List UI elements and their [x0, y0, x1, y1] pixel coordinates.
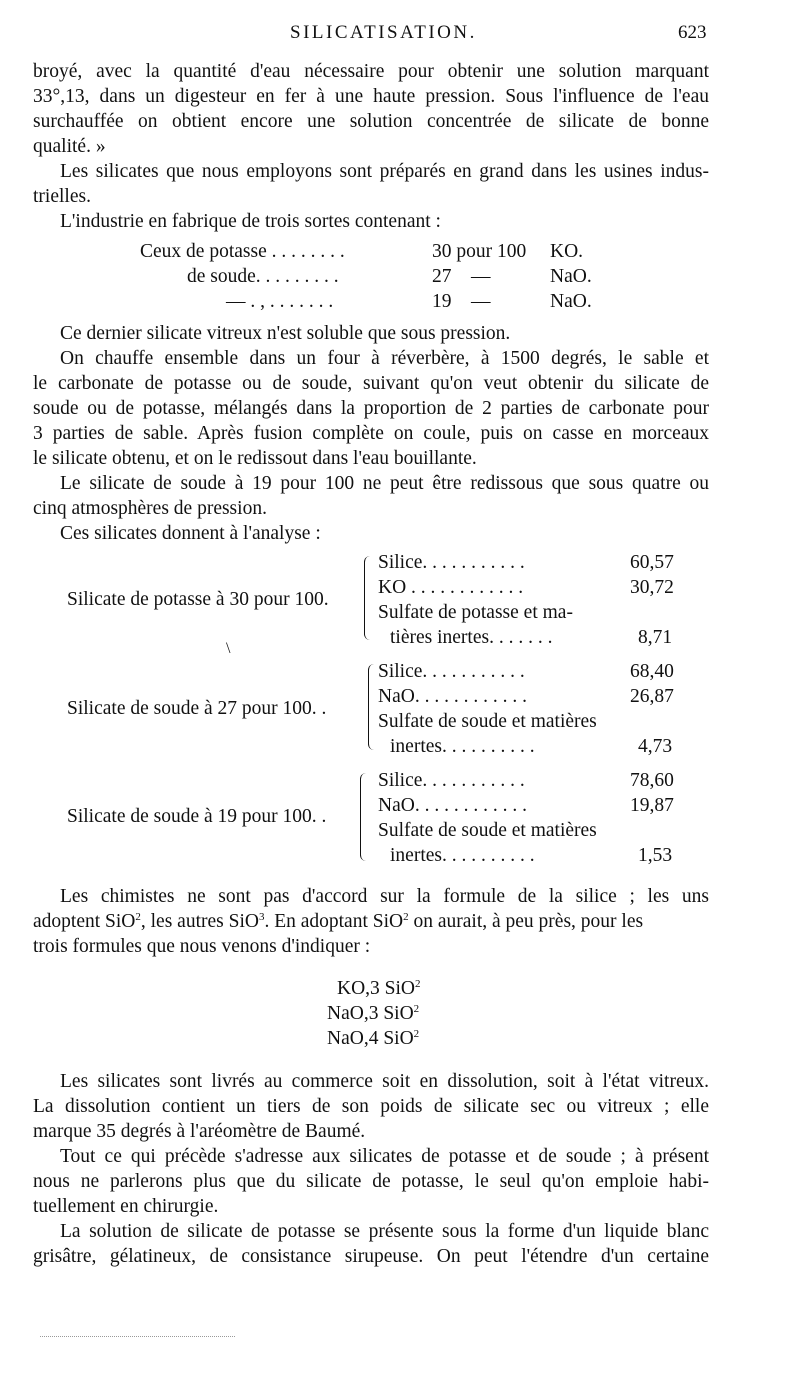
analysis-item: NaO. . . . . . . . . . . .: [378, 686, 527, 707]
brace: [360, 773, 369, 861]
sort-name: de soude. . . . . . . . .: [187, 266, 339, 287]
analysis-value: 60,57: [630, 552, 674, 573]
brace: [368, 664, 377, 750]
text-line: grisâtre, gélatineux, de consistance sirupeuse. On peut l'étendre d'un certaine: [33, 1246, 709, 1267]
analysis-value: 19,87: [630, 795, 674, 816]
analysis-label: Silicate de potasse à 30 pour 100.: [67, 589, 329, 610]
text-line: La dissolution contient un tiers de son poids de silicate sec ou vitreux ; elle: [33, 1096, 709, 1117]
superscript: 2: [135, 911, 141, 923]
text-line: La solution de silicate de potasse se présente sous la forme d'un liquide blanc: [60, 1221, 709, 1242]
analysis-item: inertes. . . . . . . . . .: [390, 845, 535, 866]
analysis-item: KO . . . . . . . . . . . .: [378, 577, 524, 598]
text-line: Ces silicates donnent à l'analyse :: [60, 523, 321, 544]
analysis-label: Silicate de soude à 27 pour 100. .: [67, 698, 327, 719]
analysis-item: Sulfate de potasse et ma-: [378, 602, 573, 623]
analysis-item: Sulfate de soude et matières: [378, 820, 597, 841]
stray-mark: \: [226, 640, 231, 657]
sort-value: 19 —: [432, 291, 491, 312]
text-line: le silicate obtenu, et on le redissout dans l'eau bouillante.: [33, 448, 477, 469]
text-line: L'industrie en fabrique de trois sortes contenant :: [60, 211, 441, 232]
text-run: . En adoptant SiO: [264, 911, 404, 932]
formula-base: NaO,4 SiO: [327, 1028, 414, 1049]
analysis-value: 8,71: [638, 627, 673, 648]
text-line: qualité. »: [33, 136, 106, 157]
analysis-label: Silicate de soude à 19 pour 100. .: [67, 806, 327, 827]
superscript: 2: [403, 911, 409, 923]
text-run: adoptent SiO: [33, 911, 136, 932]
text-run: , les autres SiO: [140, 911, 259, 932]
text-line: [33, 910, 709, 934]
text-line: Les silicates que nous employons sont préparés en grand dans les usines indus-: [60, 161, 709, 182]
formula-base: KO,3 SiO: [337, 978, 416, 999]
sort-value: 27 —: [432, 266, 491, 287]
formula: [327, 1003, 419, 1025]
text-line: On chauffe ensemble dans un four à réverbère, à 1500 degrés, le sable et: [60, 348, 709, 369]
analysis-value: 68,40: [630, 661, 674, 682]
text-line: broyé, avec la quantité d'eau nécessaire pour obtenir une solution marquant: [33, 61, 709, 82]
analysis-item: Silice. . . . . . . . . . .: [378, 770, 525, 791]
formula: [327, 1028, 419, 1050]
text-line: Les silicates sont livrés au commerce soit en dissolution, soit à l'état vitreux.: [60, 1071, 709, 1092]
analysis-value: 30,72: [630, 577, 674, 598]
analysis-item: Silice. . . . . . . . . . .: [378, 552, 525, 573]
text-line: Ce dernier silicate vitreux n'est soluble que sous pression.: [60, 323, 511, 344]
analysis-item: inertes. . . . . . . . . .: [390, 736, 535, 757]
superscript: 3: [258, 911, 265, 923]
sort-name: — . , . . . . . . .: [226, 291, 334, 312]
text-line: trois formules que nous venons d'indiquer :: [33, 936, 371, 957]
analysis-value: 78,60: [630, 770, 674, 791]
running-header-title: SILICATISATION.: [290, 22, 477, 43]
text-line: surchauffée on obtient encore une solution concentrée de silicate de bonne: [33, 111, 709, 132]
formula: [337, 978, 421, 1000]
superscript: 2: [413, 1028, 420, 1040]
sort-value: 30 pour 100: [432, 241, 527, 262]
text-line: trielles.: [33, 186, 91, 207]
analysis-value: 1,53: [638, 845, 673, 866]
superscript: 2: [415, 978, 421, 990]
analysis-value: 26,87: [630, 686, 674, 707]
sort-unit: NaO.: [550, 266, 592, 287]
analysis-item: tières inertes. . . . . . .: [390, 627, 553, 648]
text-line: Le silicate de soude à 19 pour 100 ne peut être redissous que sous quatre ou: [60, 473, 709, 494]
sort-unit: KO.: [550, 241, 584, 262]
analysis-item: Sulfate de soude et matières: [378, 711, 597, 732]
text-line: Les chimistes ne sont pas d'accord sur la formule de la silice ; les uns: [60, 886, 709, 907]
text-line: 3 parties de sable. Après fusion complète on coule, puis on casse en morceaux: [33, 423, 709, 444]
analysis-item: NaO. . . . . . . . . . . .: [378, 795, 527, 816]
text-line: soude ou de potasse, mélangés dans la proportion de 2 parties de carbonate pour: [33, 398, 709, 419]
analysis-value: 4,73: [638, 736, 673, 757]
page-number: 623: [678, 22, 707, 43]
formula-base: NaO,3 SiO: [327, 1003, 414, 1024]
sort-name: Ceux de potasse . . . . . . . .: [140, 241, 345, 262]
text-run: on aurait, à peu près, pour les: [408, 911, 644, 932]
text-line: tuellement en chirurgie.: [33, 1196, 219, 1217]
footer-rule: [40, 1336, 235, 1337]
analysis-item: Silice. . . . . . . . . . .: [378, 661, 525, 682]
text-line: cinq atmosphères de pression.: [33, 498, 267, 519]
text-line: 33°,13, dans un digesteur en fer à une haute pression. Sous l'influence de l'eau: [33, 86, 709, 107]
text-line: Tout ce qui précède s'adresse aux silicates de potasse et de soude ; à présent: [60, 1146, 709, 1167]
sort-unit: NaO.: [550, 291, 592, 312]
text-line: le carbonate de potasse ou de soude, suivant qu'on veut obtenir du silicate de: [33, 373, 709, 394]
text-line: marque 35 degrés à l'aréomètre de Baumé.: [33, 1121, 366, 1142]
brace: [364, 556, 373, 640]
text-line: nous ne parlerons plus que du silicate de potasse, le seul qu'on emploie habi-: [33, 1171, 709, 1192]
superscript: 2: [413, 1003, 420, 1015]
